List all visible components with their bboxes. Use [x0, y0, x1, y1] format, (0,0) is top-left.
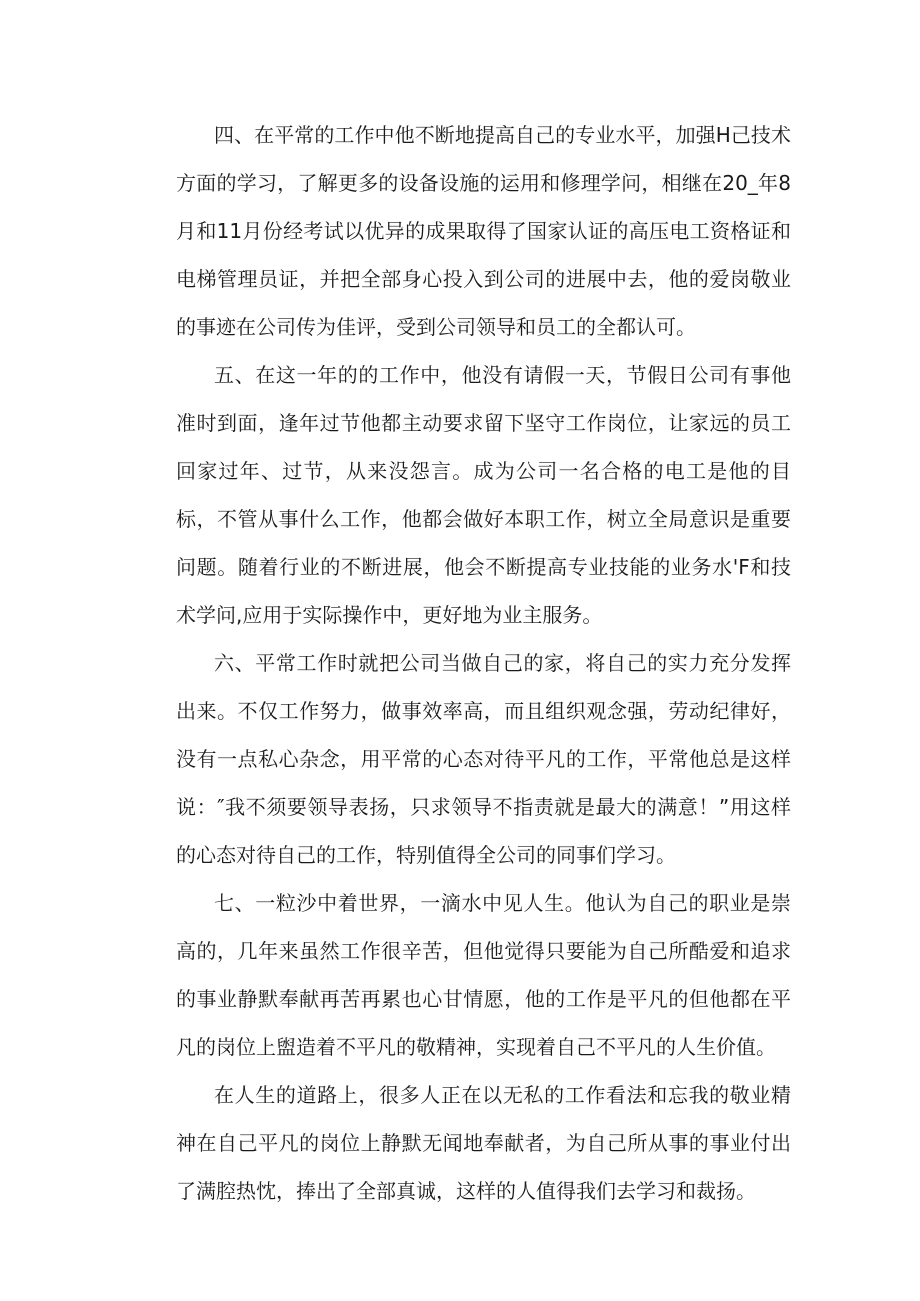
document-body	[176, 111, 791, 1215]
paragraph-7: 七、一粒沙中着世界，一滴水中见人生。他认为自己的职业是崇高的，几年来虽然工作很辛苦，但他觉得只要能为自己所酷爱和追求的事业静默奉献再苦再累也心甘情愿，他的工作是平凡的但他都在平凡的岗位上盥造着不平凡的敬精神，实现着自己不平凡的人生价值。	[176, 891, 791, 1059]
paragraph-4: 四、在平常的工作中他不断地提高自己的专业水平，加强H己技术方面的学习，了解更多的设备设施的运用和修理学问，相继在20_年8月和11月份经考试以优异的成果取得了国家认证的高压电工资格证和电梯管理员证，并把全部身心投入到公司的进展中去，他的爱岗敬业的事迹在公司传为佳评，受到公司领导和员工的全都认可。	[176, 123, 791, 339]
paragraph-closing: 在人生的道路上，很多人正在以无私的工作看法和忘我的敬业精神在自己平凡的岗位上静默无闻地奉献者，为自己所从事的事业付出了满腔热忱，捧出了全部真诚，这样的人值得我们去学习和裁扬。	[176, 1083, 791, 1203]
paragraph-6: 六、平常工作时就把公司当做自己的家，将自己的实力充分发挥出来。不仅工作努力，做事效率高，而且组织观念强，劳动纪律好，没有一点私心杂念，用平常的心态对待平凡的工作，平常他总是这样说：″我不须要领导表扬，只求领导不指责就是最大的满意！”用这样的心态对待自己的工作，特别值得全公司的同事们学习。	[176, 651, 791, 867]
paragraph-5: 五、在这一年的的工作中，他没有请假一天，节假日公司有事他准时到面，逢年过节他都主动要求留下坚守工作岗位，让家远的员工回家过年、过节，从来没怨言。成为公司一名合格的电工是他的目标，不管从事什么工作，他都会做好本职工作，树立全局意识是重要问题。随着行业的不断进展，他会不断提高专业技能的业务水'F和技术学问,应用于实际操作中，更好地为业主服务。	[176, 363, 791, 627]
